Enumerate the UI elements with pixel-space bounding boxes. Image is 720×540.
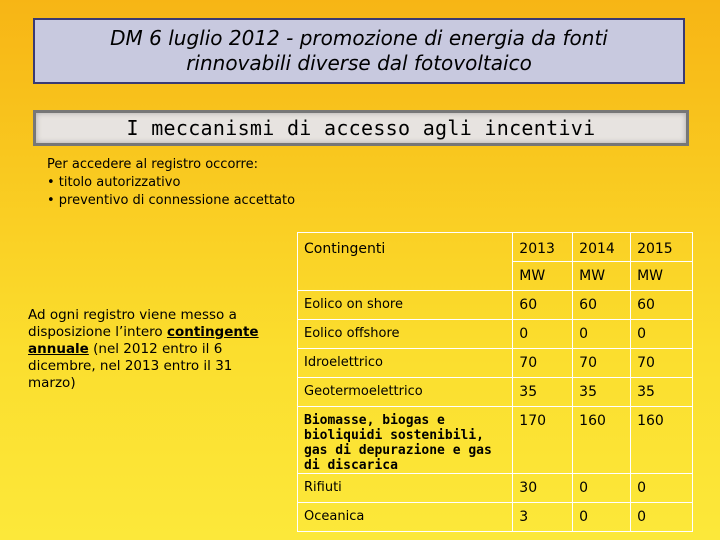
row-value: 0 [573,474,631,503]
row-name: Rifiuti [298,474,513,503]
row-value: 60 [573,291,631,320]
header-unit: MW [631,262,693,291]
row-name: Eolico offshore [298,320,513,349]
requirements-intro: Per accedere al registro occorre: [47,157,258,172]
header-unit: MW [573,262,631,291]
row-value: 0 [573,320,631,349]
header-year: 2014 [573,233,631,262]
row-value: 35 [513,378,573,407]
table-row [298,503,693,532]
contingents-table [297,232,693,532]
row-value: 70 [513,349,573,378]
row-name: Geotermoelettrico [298,378,513,407]
row-value: 70 [573,349,631,378]
table-row [298,407,693,474]
section-heading [33,110,689,146]
row-value: 160 [573,407,631,474]
row-value: 0 [631,474,693,503]
side-note-emphasis: contingente annuale [28,324,259,357]
side-note-text-1: Ad ogni registro viene messo a disposizione l’intero [28,307,237,340]
row-value: 0 [513,320,573,349]
row-value: 0 [631,320,693,349]
header-year: 2013 [513,233,573,262]
row-value: 35 [631,378,693,407]
row-value: 0 [573,503,631,532]
row-name: Oceanica [298,503,513,532]
requirement-item: • titolo autorizzativo [47,175,181,190]
table-header-row [298,233,693,262]
row-name: Biomasse, biogas e bioliquidi sostenibili, gas di depurazione e gas di discarica [298,407,513,474]
table-row [298,291,693,320]
row-value: 160 [631,407,693,474]
requirement-item: • preventivo di connessione accettato [47,193,296,208]
table-row [298,378,693,407]
side-note-text-2: (nel 2012 entro il 6 dicembre, nel 2013 entro il 31 marzo) [28,341,233,391]
row-name: Eolico on shore [298,291,513,320]
slide-title-line-2: rinnovabili diverse dal fotovoltaico [186,51,532,75]
side-note [28,307,278,392]
row-name: Idroelettrico [298,349,513,378]
header-unit: MW [513,262,573,291]
requirements-list [47,156,295,210]
table-row [298,320,693,349]
header-contingenti: Contingenti [298,233,513,291]
slide-title-line-1: DM 6 luglio 2012 - promozione di energia da fonti [110,26,608,50]
row-value: 70 [631,349,693,378]
row-value: 60 [631,291,693,320]
row-value: 3 [513,503,573,532]
table-row [298,474,693,503]
header-year: 2015 [631,233,693,262]
row-value: 30 [513,474,573,503]
slide-title [33,18,685,84]
row-value: 35 [573,378,631,407]
row-value: 0 [631,503,693,532]
section-heading-text: I meccanismi di accesso agli incentivi [126,116,596,140]
row-value: 60 [513,291,573,320]
row-value: 170 [513,407,573,474]
table-row [298,349,693,378]
